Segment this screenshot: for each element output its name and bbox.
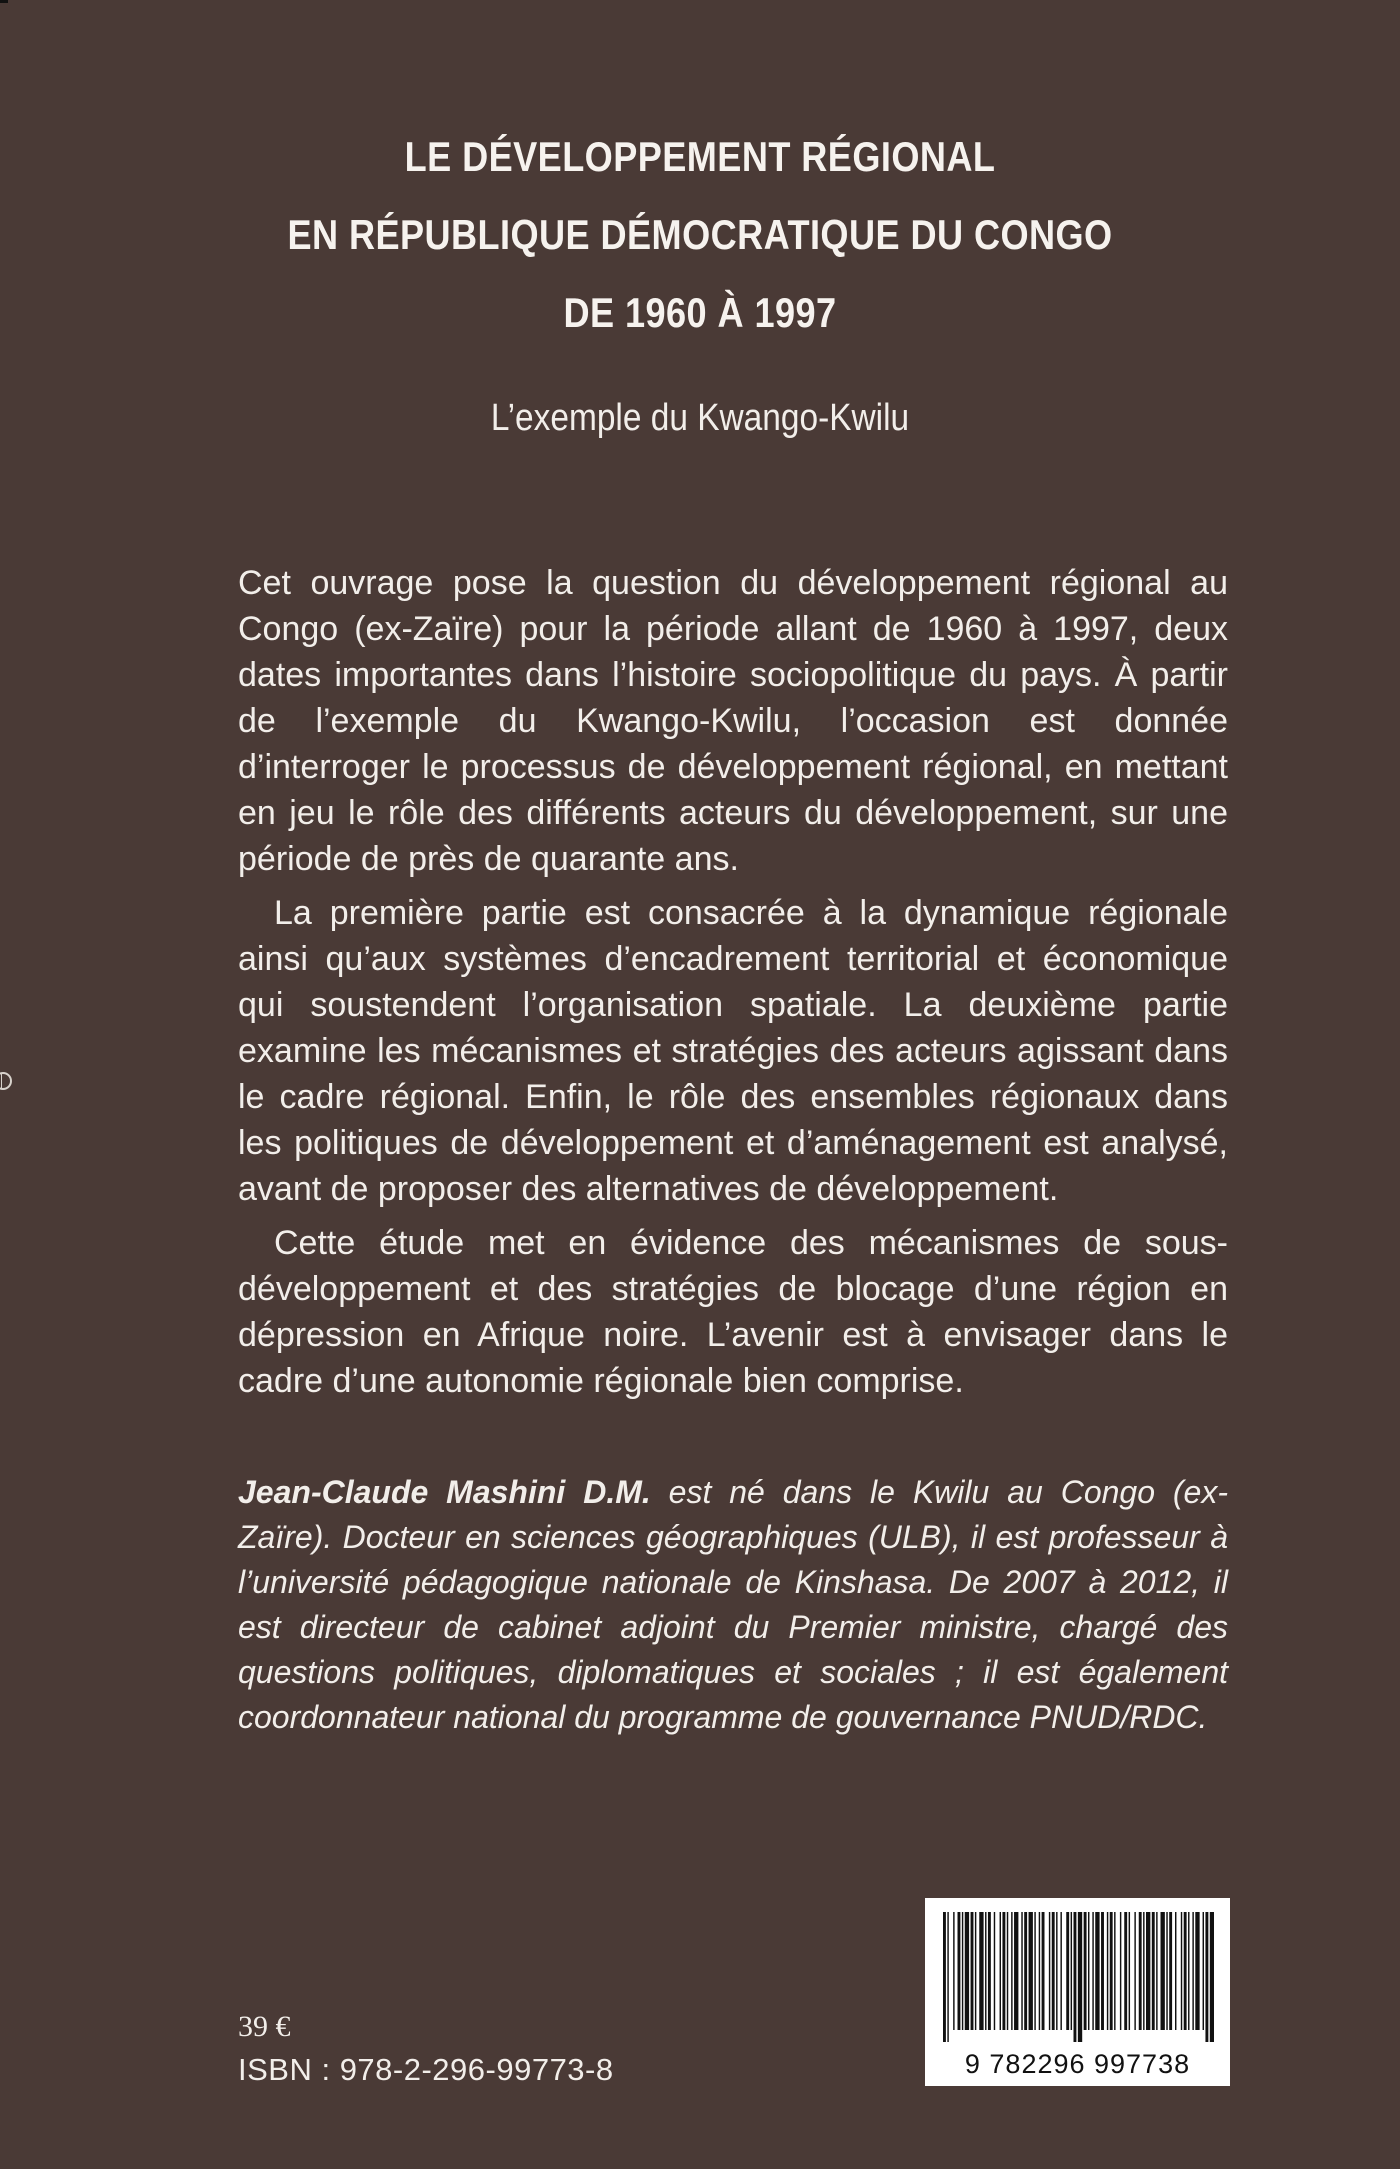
- price: 39 €: [238, 2010, 291, 2043]
- barcode-bar: [1095, 1912, 1099, 2030]
- title-line-1: LE DÉVELOPPEMENT RÉGIONAL: [404, 133, 996, 180]
- title-line-3: DE 1960 À 1997: [563, 289, 837, 336]
- barcode-bar: [975, 1912, 976, 2030]
- barcode-bar: [1101, 1912, 1104, 2030]
- barcode-bar: [971, 1912, 974, 2030]
- barcode-bar: [1071, 1912, 1072, 2030]
- barcode-bar: [1210, 1912, 1214, 2042]
- barcode-bar: [1120, 1912, 1121, 2030]
- barcode-bar: [1134, 1912, 1135, 2030]
- barcode-bar: [1088, 1912, 1089, 2030]
- barcode-bar: [994, 1912, 995, 2030]
- book-subtitle: L’exemple du Kwango-Kwilu: [490, 397, 910, 439]
- title-line-2: EN RÉPUBLIQUE DÉMOCRATIQUE DU CONGO: [287, 211, 1113, 258]
- barcode-bar: [1114, 1912, 1115, 2030]
- barcode-bar: [1184, 1912, 1187, 2030]
- barcode-bar: [1156, 1912, 1157, 2030]
- barcode-bar: [1195, 1912, 1199, 2030]
- author-bio: [238, 1470, 1228, 1740]
- barcode-bar: [1011, 1912, 1012, 2030]
- barcode-bar: [1169, 1912, 1172, 2030]
- barcode-bar: [965, 1912, 969, 2030]
- barcode-bar: [947, 1912, 948, 2042]
- barcode-bar: [1181, 1912, 1182, 2030]
- barcode-bar: [1092, 1912, 1093, 2030]
- barcode-bar: [1034, 1912, 1035, 2030]
- barcode-bar: [953, 1912, 954, 2030]
- registration-mark-icon: [0, 1072, 12, 1090]
- barcode-bar: [1205, 1912, 1208, 2042]
- barcode-bar: [1056, 1912, 1057, 2030]
- barcode-bar: [1129, 1912, 1130, 2030]
- barcode-bar: [1074, 1912, 1077, 2042]
- barcode-bar: [962, 1912, 963, 2030]
- barcode-bar: [985, 1912, 986, 2030]
- summary-paragraph-1: Cet ouvrage pose la question du développement régional au Congo (ex-Zaïre) pour la période allant de 1960 à 1997, deux dates importantes dans l’histoire sociopolitique du pays. À partir de l’exemple du Kwango-Kwilu, l’occasion est donnée d’interroger le processus de développement régional, en mettant en jeu le rôle des différents acteurs du développement, sur une période de près de quarante ans.: [238, 564, 1228, 878]
- barcode-bar: [1029, 1912, 1033, 2030]
- barcode-bar: [1161, 1912, 1165, 2030]
- barcode-bar: [1039, 1912, 1040, 2030]
- barcode-bar: [1021, 1912, 1022, 2030]
- barcode-bar: [1203, 1912, 1204, 2030]
- barcode-bar: [1007, 1912, 1008, 2030]
- barcode-bar: [979, 1912, 983, 2030]
- barcode-bar: [1000, 1912, 1001, 2030]
- crop-mark: [0, 0, 8, 3]
- book-title: [0, 118, 1400, 352]
- barcode-bar: [943, 1912, 946, 2042]
- barcode-bar: [1049, 1912, 1050, 2030]
- barcode-bar: [1024, 1912, 1027, 2030]
- summary-paragraph-2: La première partie est consacrée à la dynamique régionale ainsi qu’aux systèmes d’encadrement territorial et économique qui soustendent l’organisation spatiale. La deuxième partie examine les mécanismes et stratégies des acteurs agissant dans le cadre régional. Enfin, le rôle des ensembles régionaux dans les politiques de développement et d’aménagement est analysé, avant de proposer des alternatives de développement.: [238, 894, 1228, 1208]
- barcode-bar: [1143, 1912, 1144, 2030]
- barcode-bar: [1166, 1912, 1167, 2030]
- author-bio-text: est né dans le Kwilu au Congo (ex-Zaïre). Docteur en sciences géographiques (ULB), il est professeur à l’université pédagogique nationale de Kinshasa. De 2007 à 2012, il est directeur de cabinet adjoint du Premier ministre, chargé des questions politiques, diplomatiques et sociales ; il est également coordonnateur national du programme de gouvernance PNUD/RDC.: [238, 1474, 1229, 1735]
- barcode-bar: [1175, 1912, 1176, 2030]
- barcode-bar: [1084, 1912, 1087, 2030]
- barcode-bar: [1110, 1912, 1113, 2030]
- summary-paragraph-3: Cette étude met en évidence des mécanismes de sous-développement et des stratégies de blocage d’une région en dépression en Afrique noire. L’avenir est à envisager dans le cadre d’une autonomie régionale bien comprise.: [238, 1224, 1228, 1400]
- barcode-bar: [1060, 1912, 1061, 2030]
- barcode-bar: [1146, 1912, 1150, 2030]
- barcode: [925, 1898, 1230, 2086]
- barcode-bars: [941, 1912, 1214, 2042]
- barcode-bar: [1014, 1912, 1018, 2030]
- isbn: ISBN : 978-2-296-99773-8: [238, 2052, 614, 2087]
- barcode-bar: [1042, 1912, 1045, 2030]
- barcode-bar: [1066, 1912, 1069, 2030]
- barcode-bar: [988, 1912, 991, 2030]
- barcode-bar: [1139, 1912, 1142, 2030]
- barcode-bar: [958, 1912, 961, 2030]
- barcode-bar: [1002, 1912, 1005, 2030]
- barcode-bar: [1152, 1912, 1155, 2030]
- barcode-bar: [1188, 1912, 1189, 2030]
- barcode-bar: [1052, 1912, 1055, 2030]
- barcode-bar: [1078, 1912, 1082, 2042]
- barcode-bar: [1124, 1912, 1127, 2030]
- barcode-bar: [1107, 1912, 1108, 2030]
- barcode-bar: [1192, 1912, 1193, 2030]
- barcode-digits: 9 782296 997738: [964, 2049, 1191, 2079]
- author-name: Jean-Claude Mashini D.M.: [238, 1474, 651, 1510]
- summary-text: [238, 560, 1228, 1404]
